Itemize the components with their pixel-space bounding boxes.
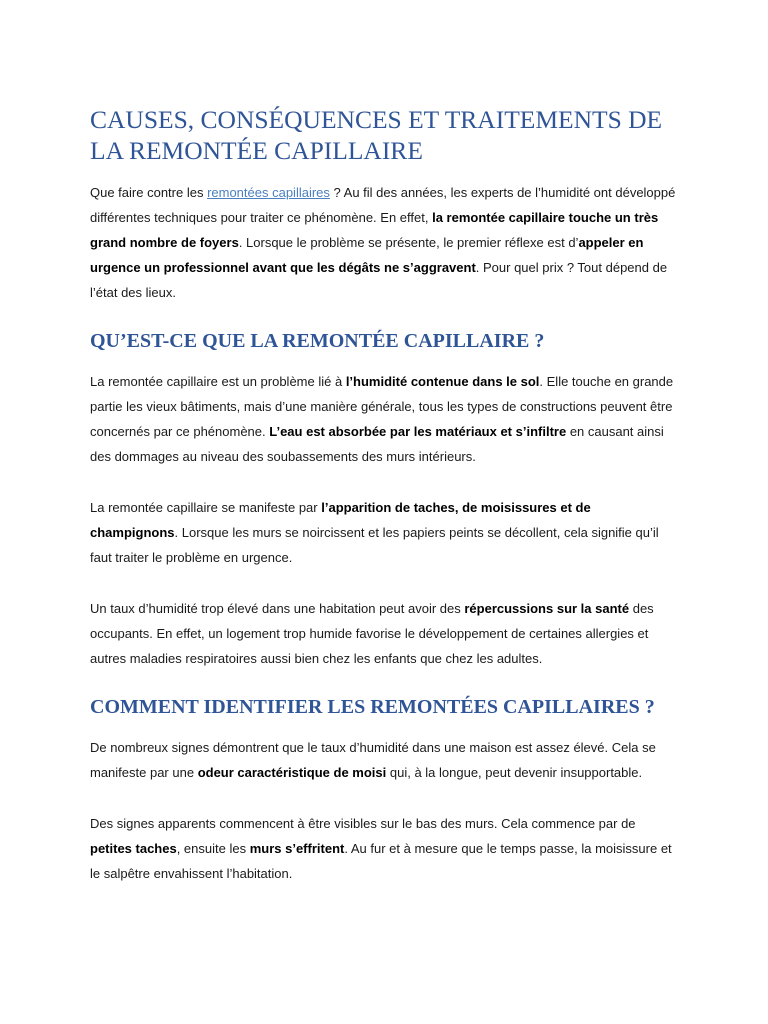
section1-paragraph-2	[90, 495, 680, 570]
section2-paragraph-2	[90, 811, 680, 886]
intro-text-4: . Pour quel prix ? Tout dépend de l’état des lieux.	[90, 260, 668, 300]
s2p2-text-3: . Au fur et à mesure que le temps passe, la moisissure et le salpêtre envahissent l’habitation.	[90, 841, 672, 881]
remontees-capillaires-link[interactable]: remontées capillaires	[207, 185, 330, 200]
section2-paragraph-1	[90, 735, 680, 785]
s1p3-bold-1: répercussions sur la santé	[464, 601, 630, 616]
s2p1-text-2: qui, à la longue, peut devenir insupportable.	[386, 765, 643, 780]
intro-bold-1: la remontée capillaire touche un très grand nombre de foyers	[90, 210, 659, 250]
s1p1-text-1: La remontée capillaire est un problème lié à	[90, 374, 346, 389]
s1p1-text-2: . Elle touche en grande partie les vieux bâtiments, mais d’une manière générale, tous les types de constructions peuvent être concernés par ce phénomène.	[90, 374, 674, 439]
document-title: CAUSES, CONSÉQUENCES ET TRAITEMENTS DE LA REMONTÉE CAPILLAIRE	[90, 105, 663, 165]
s1p2-text-1: La remontée capillaire se manifeste par	[90, 500, 322, 515]
section1-paragraph-3	[90, 596, 680, 671]
s1p3-text-2: des occupants. En effet, un logement trop humide favorise le développement de certaines allergies et autres maladies respiratoires aussi bien chez les enfants que chez les adultes.	[90, 601, 654, 666]
section1-paragraph-1	[90, 369, 680, 469]
s1p1-bold-2: L’eau est absorbée par les matériaux et s’infiltre	[269, 424, 567, 439]
intro-text-2: ? Au fil des années, les experts de l’humidité ont développé différentes techniques pour traiter ce phénomène. En effet,	[90, 185, 676, 225]
section2-heading: COMMENT IDENTIFIER LES REMONTÉES CAPILLAIRES ?	[90, 696, 655, 718]
s2p1-bold-1: odeur caractéristique de moisi	[197, 765, 387, 780]
s2p2-bold-1: petites taches	[90, 841, 177, 856]
s2p2-text-2: , ensuite les	[176, 841, 250, 856]
s1p2-text-2: . Lorsque les murs se noircissent et les papiers peints se décollent, cela signifie qu’il faut traiter le problème en urgence.	[90, 525, 659, 565]
intro-paragraph	[90, 180, 680, 305]
intro-text-3: . Lorsque le problème se présente, le premier réflexe est d’	[238, 235, 579, 250]
intro-bold-2: appeler en urgence un professionnel avant que les dégâts ne s’aggravent	[90, 235, 644, 275]
s1p1-text-3: en causant ainsi des dommages au niveau des soubassements des murs intérieurs.	[90, 424, 664, 464]
s2p2-text-1: Des signes apparents commencent à être visibles sur le bas des murs. Cela commence par de	[90, 816, 636, 831]
s1p1-bold-1: l’humidité contenue dans le sol	[345, 374, 540, 389]
document-page	[90, 104, 680, 886]
s2p1-text-1: De nombreux signes démontrent que le taux d’humidité dans une maison est assez élevé. Cela se manifeste par une	[90, 740, 656, 780]
section1-heading: QU’EST-CE QUE LA REMONTÉE CAPILLAIRE ?	[90, 330, 545, 352]
s1p3-text-1: Un taux d’humidité trop élevé dans une habitation peut avoir des	[90, 601, 465, 616]
s2p2-bold-2: murs s’effritent	[249, 841, 345, 856]
s1p2-bold-1: l’apparition de taches, de moisissures et de champignons	[90, 500, 591, 540]
intro-text-1: Que faire contre les	[90, 185, 208, 200]
